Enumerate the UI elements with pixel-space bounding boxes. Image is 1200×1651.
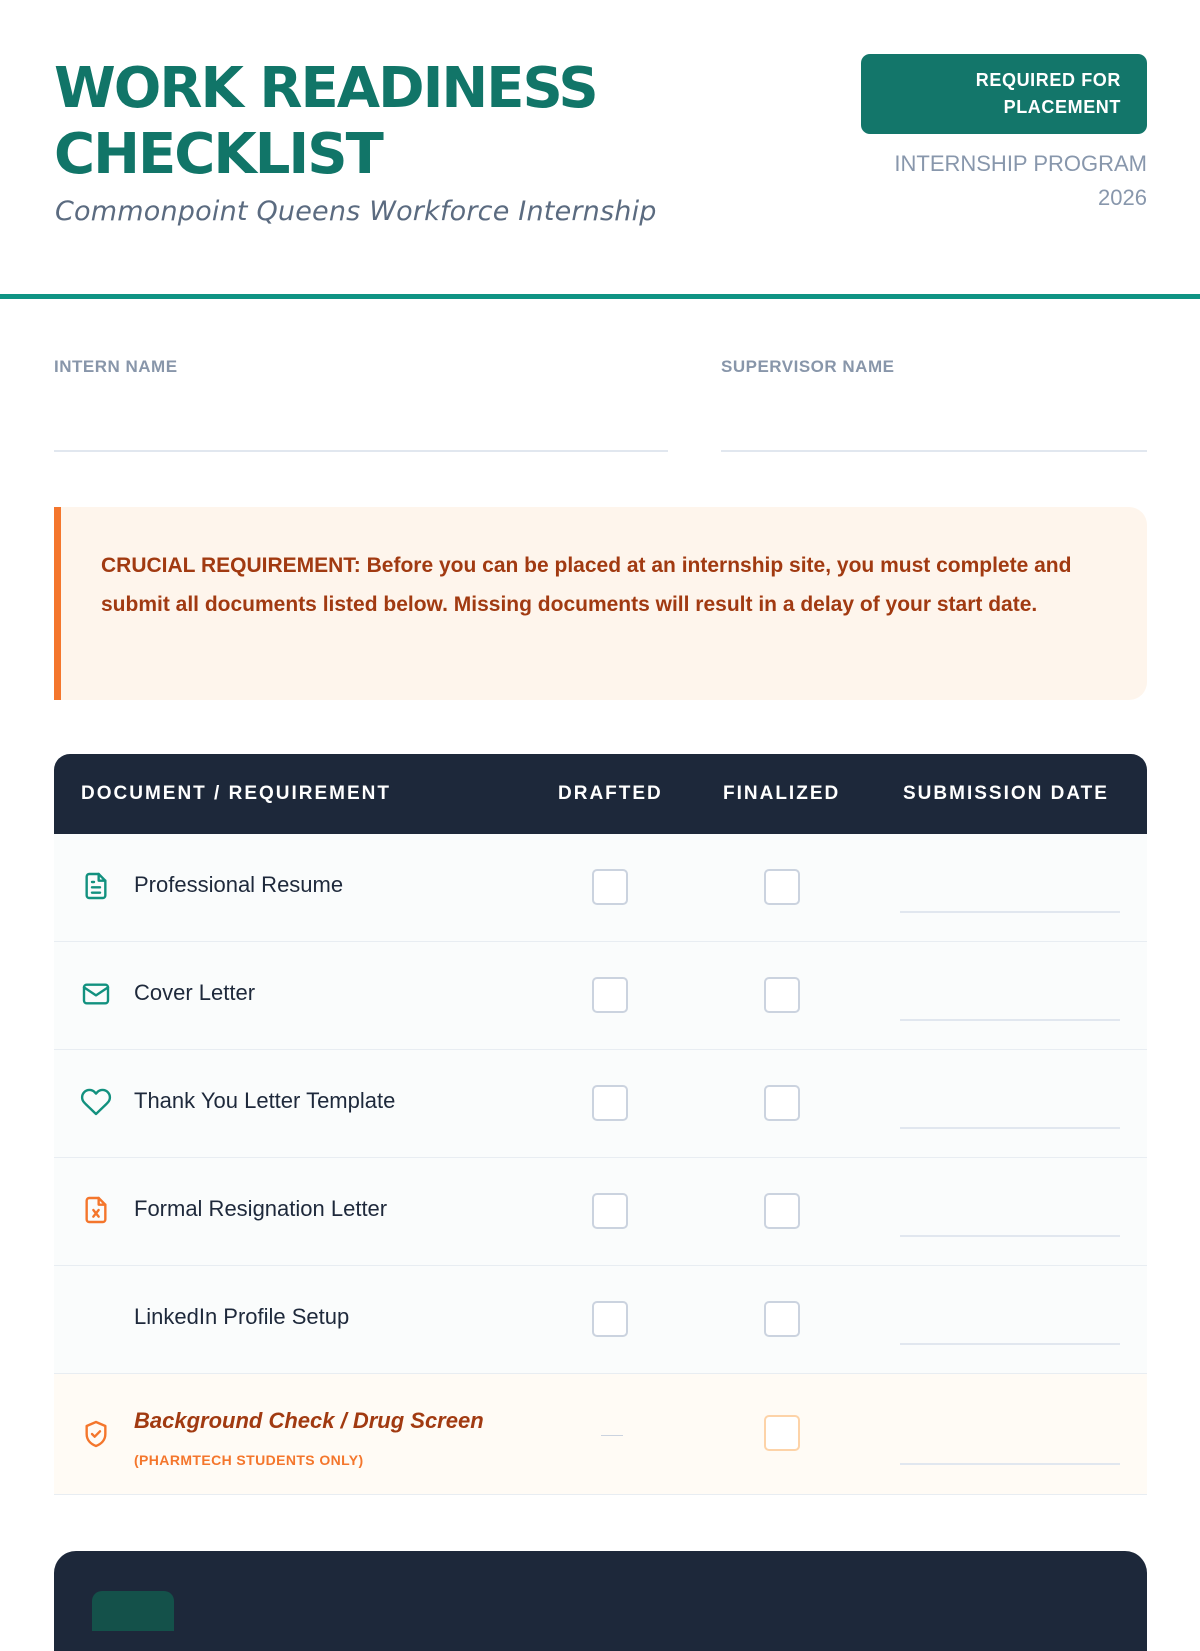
submission-date-field[interactable]	[900, 1463, 1120, 1465]
header-divider	[0, 294, 1200, 299]
header-drafted: DRAFTED	[558, 783, 663, 804]
header-document: DOCUMENT / REQUIREMENT	[81, 783, 391, 804]
table-row	[54, 834, 1147, 942]
drafted-checkbox[interactable]	[592, 1193, 628, 1229]
shield-check-icon	[80, 1418, 112, 1450]
checklist-table	[54, 754, 1147, 1495]
row-label: LinkedIn Profile Setup	[134, 1304, 350, 1329]
row-note: (PHARMTECH STUDENTS ONLY)	[134, 1452, 364, 1468]
submission-date-field[interactable]	[900, 1235, 1120, 1237]
submission-date-field[interactable]	[900, 911, 1120, 913]
table-row	[54, 942, 1147, 1050]
finalized-checkbox[interactable]	[764, 1193, 800, 1229]
finalized-checkbox[interactable]	[764, 869, 800, 905]
table-row	[54, 1266, 1147, 1374]
finalized-checkbox[interactable]	[764, 977, 800, 1013]
row-label: Thank You Letter Template	[134, 1088, 396, 1113]
footer-chip	[92, 1591, 174, 1631]
header-finalized: FINALIZED	[723, 783, 841, 804]
row-label: Background Check / Drug Screen	[134, 1408, 484, 1433]
finalized-checkbox[interactable]	[764, 1301, 800, 1337]
document-x-icon	[80, 1194, 112, 1226]
drafted-checkbox[interactable]	[592, 977, 628, 1013]
drafted-checkbox[interactable]	[592, 1301, 628, 1337]
document-icon	[80, 870, 112, 902]
supervisor-name-field[interactable]	[721, 450, 1147, 452]
row-label: Cover Letter	[134, 980, 256, 1005]
footer-panel	[54, 1551, 1147, 1651]
page-subtitle: Commonpoint Queens Workforce Internship	[55, 196, 657, 227]
drafted-checkbox[interactable]	[592, 1085, 628, 1121]
table-row	[54, 1050, 1147, 1158]
table-row	[54, 1374, 1147, 1495]
finalized-checkbox[interactable]	[764, 1415, 800, 1451]
supervisor-name-label: SUPERVISOR NAME	[721, 357, 895, 376]
finalized-checkbox[interactable]	[764, 1085, 800, 1121]
envelope-icon	[80, 978, 112, 1010]
page-header	[0, 0, 1200, 296]
heart-icon	[80, 1086, 112, 1118]
intern-name-field[interactable]	[54, 450, 668, 452]
intern-name-label: INTERN NAME	[54, 357, 178, 376]
placement-badge: REQUIRED FOR PLACEMENT	[861, 54, 1147, 134]
row-label: Formal Resignation Letter	[134, 1196, 388, 1221]
submission-date-field[interactable]	[900, 1343, 1120, 1345]
submission-date-field[interactable]	[900, 1127, 1120, 1129]
submission-date-field[interactable]	[900, 1019, 1120, 1021]
drafted-checkbox[interactable]	[592, 869, 628, 905]
header-submission-date: SUBMISSION DATE	[903, 783, 1109, 804]
table-row	[54, 1158, 1147, 1266]
requirement-notice: CRUCIAL REQUIREMENT: Before you can be placed at an internship site, you must complete and submit all documents listed below. Missing documents will result in a delay of your start date.	[54, 507, 1147, 700]
row-label: Professional Resume	[134, 872, 344, 897]
page-title: WORK READINESS CHECKLIST	[54, 56, 597, 187]
table-header	[54, 754, 1147, 834]
program-label: INTERNSHIP PROGRAM 2026	[894, 151, 1147, 210]
not-applicable-dash	[601, 1435, 623, 1436]
